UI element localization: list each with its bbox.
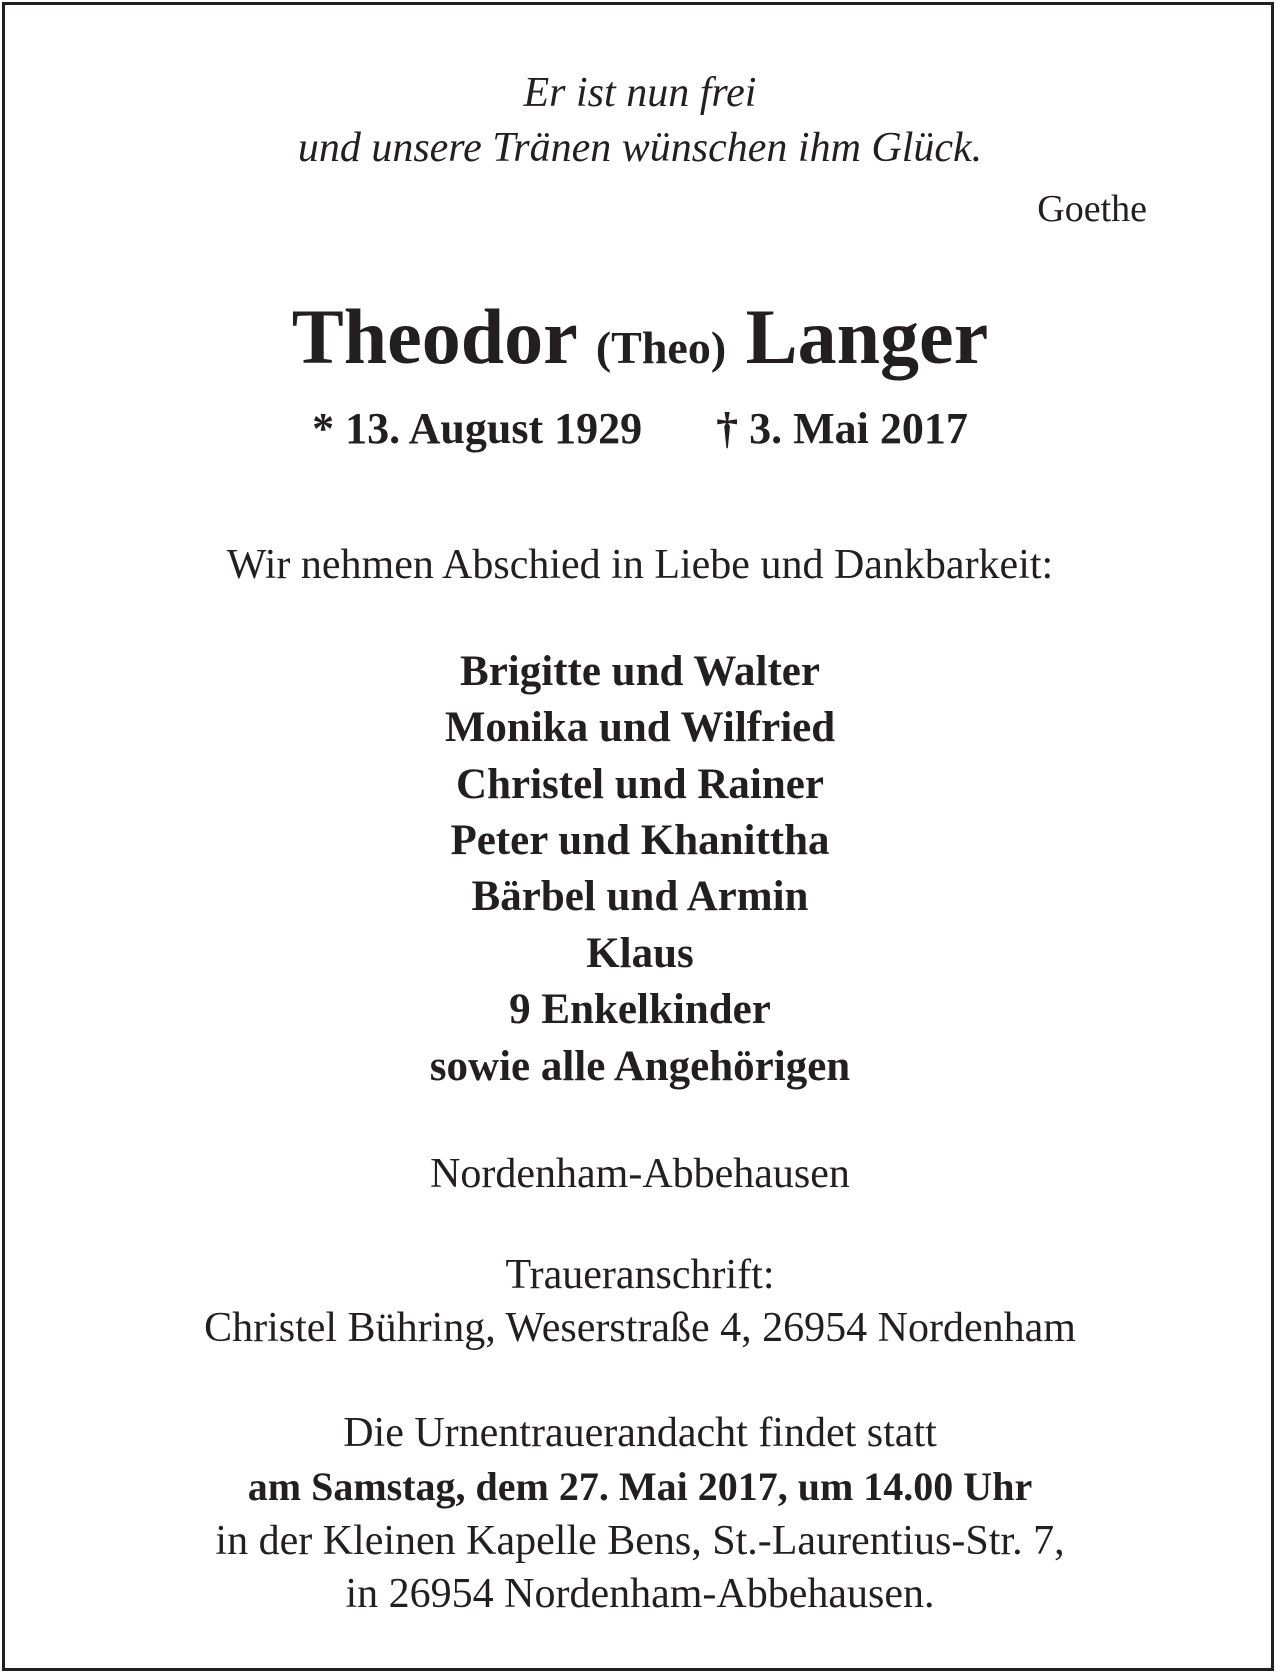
mourner-item: Monika und Wilfried [444,704,836,751]
deceased-nickname: (Theo) [595,322,727,373]
service-location-line-1: in der Kleinen Kapelle Bens, St.-Laurentius-Str. 7, [215,1518,1065,1564]
place-name: Nordenham-Abbehausen [430,1151,850,1197]
mourner-item: Bärbel und Armin [471,873,809,920]
service-intro: Die Urnentrauerandacht findet statt [343,1410,937,1456]
mourner-item: Christel und Rainer [456,761,824,808]
deceased-last-name: Langer [745,293,989,380]
mourning-address-label: Traueranschrift: [505,1252,775,1298]
mourner-item: 9 Enkelkinder [509,986,771,1033]
birth-date: * 13. August 1929 [312,404,643,453]
death-date: † 3. Mai 2017 [716,404,968,453]
service-datetime: am Samstag, dem 27. Mai 2017, um 14.00 Uhr [247,1464,1033,1509]
mourner-item: sowie alle Angehörigen [429,1043,851,1090]
life-dates [0,404,1280,453]
mourner-item: Peter und Khanittha [450,817,830,864]
deceased-name [0,293,1280,380]
farewell-text: Wir nehmen Abschied in Liebe und Dankbarkeit: [226,542,1054,588]
mourner-item: Brigitte und Walter [460,648,820,695]
quote-author: Goethe [1037,188,1147,230]
deceased-first-name: Theodor [291,293,577,380]
quote-line-1: Er ist nun frei [523,70,757,116]
mourner-item: Klaus [586,930,694,977]
quote-line-2: und unsere Tränen wünschen ihm Glück. [297,125,983,171]
service-location-line-2: in 26954 Nordenham-Abbehausen. [345,1571,935,1617]
mourning-address: Christel Bühring, Weserstraße 4, 26954 Nordenham [204,1305,1076,1351]
